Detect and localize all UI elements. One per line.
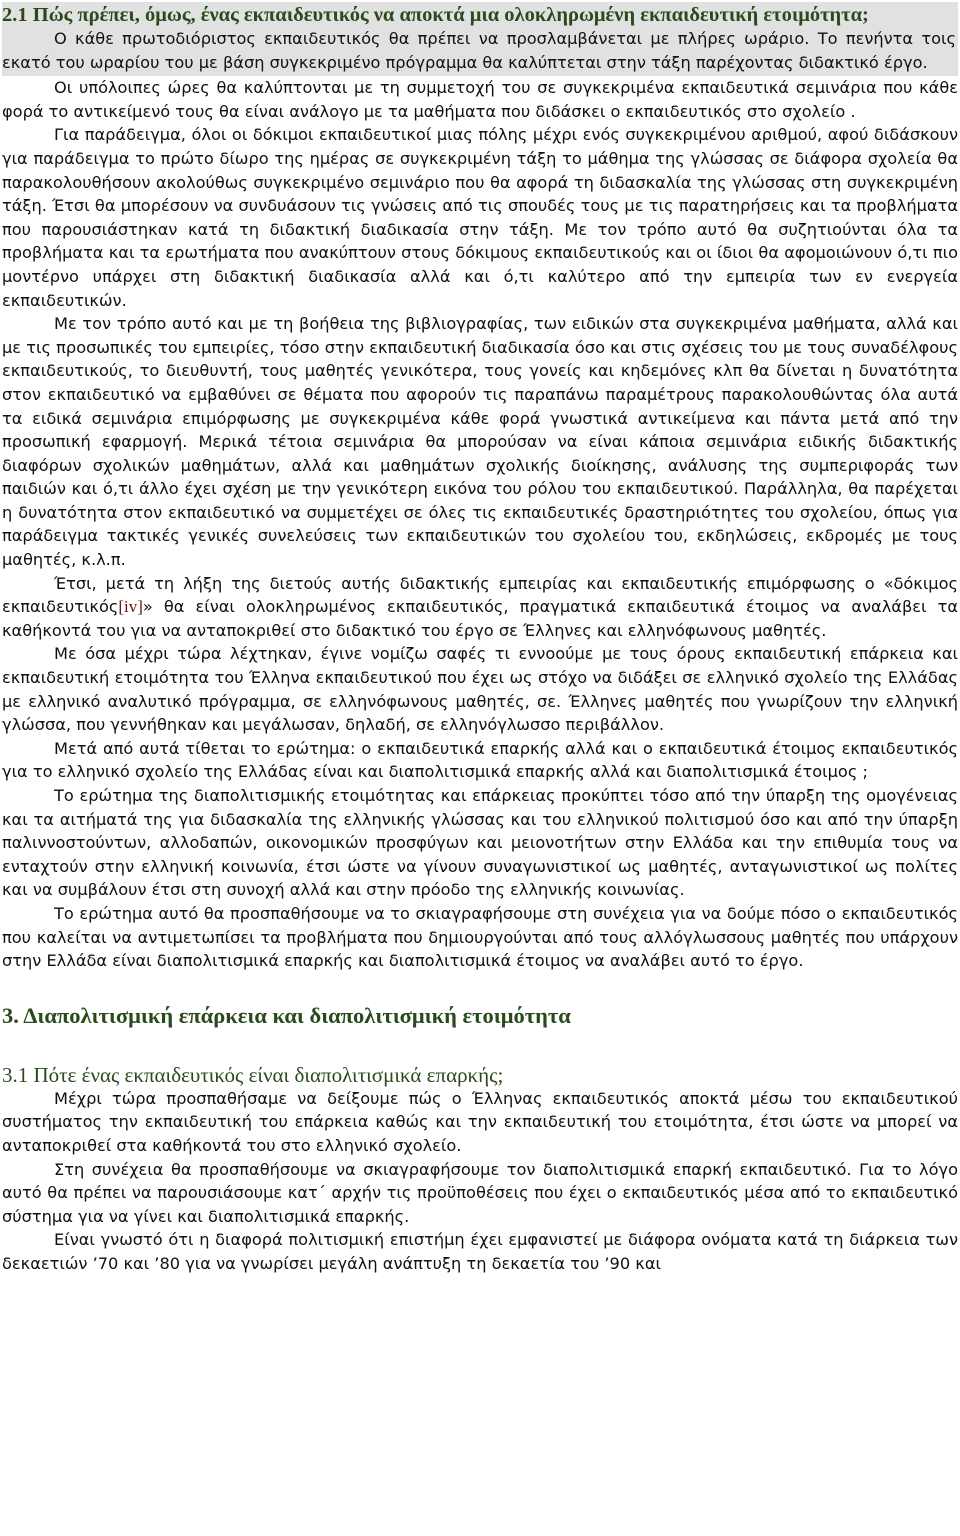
document-page xyxy=(2,0,958,1276)
paragraph-text-before: Έτσι, μετά τη λήξη της διετούς αυτής διδακτικής εμπειρίας και εκπαιδευτικής επιμόρφωσης ο «δόκιμος εκπαιδευτικός xyxy=(2,573,958,617)
section-2-1-heading: 2.1 Πώς πρέπει, όμως, ένας εκπαιδευτικός να αποκτά μια ολοκληρωμένη εκπαιδευτική ετοιμότητα; xyxy=(2,4,869,26)
paragraph-with-reference xyxy=(2,572,958,643)
paragraph-text-after: » θα είναι ολοκληρωμένος εκπαιδευτικός, πραγματικά εκπαιδευτικά έτοιμος να αναλάβει τα καθήκοντά του για να ανταποκριθεί στο διδακτικό του έργο σε Έλληνες και ελληνόφωνους μαθητές. xyxy=(2,597,958,640)
paragraph: Στη συνέχεια θα προσπαθήσουμε να σκιαγραφήσουμε τον διαπολιτισμικά επαρκή εκπαιδευτικό. Για το λόγο αυτό θα πρέπει να παρουσιάσουμε κατ΄ αρχήν τις προϋποθέσεις που έχει ο εκπαιδευτικός μέσα από το εκπαιδευτικό σύστημα για να γίνει και διαπολιτισμικά επαρκής. xyxy=(2,1159,958,1226)
section-3-heading: 3. Διαπολιτισμική επάρκεια και διαπολιτισμική ετοιμότητα xyxy=(2,1002,571,1028)
paragraph: Μετά από αυτά τίθεται το ερώτημα: ο εκπαιδευτικά επαρκής αλλά και ο εκπαιδευτικά έτοιμος εκπαιδευτικός για το ελληνικό σχολείο της Ελλάδας είναι και διαπολιτισμικά επαρκής αλλά και διαπολιτισμικά έτοιμος ; xyxy=(2,738,958,782)
paragraph: Με όσα μέχρι τώρα λέχτηκαν, έγινε νομίζω σαφές τι εννοούμε με τους όρους εκπαιδευτική επάρκεια και εκπαιδευτική ετοιμότητα του Έλληνα εκπαιδευτικού που έχει ως στόχο να διδάξει σε ελληνικό σχολείο της Ελλάδας με ελληνικό αναλυτικό πρόγραμμα, σε ελληνόφωνους μαθητές, σε. Έλληνες μαθητές που γνωρίζουν την ελληνική γλώσσα, που γεννήθηκαν και μεγάλωσαν, δηλαδή, σε ελληνόγλωσσο περιβάλλον. xyxy=(2,644,958,735)
section-2-1-intro: Ο κάθε πρωτοδιόριστος εκπαιδευτικός θα πρέπει να προσλαμβάνεται με πλήρες ωράριο. Το πενήντα τοις εκατό του ωραρίου του με βάση συγκεκριμένο πρόγραμμα θα καλύπτεται στην τάξη παρέχοντας διδακτικό έργο. xyxy=(2,29,956,72)
paragraph: Οι υπόλοιπες ώρες θα καλύπτονται με τη συμμετοχή του σε συγκεκριμένα εκπαιδευτικά σεμινάρια που κάθε φορά το αντικείμενό τους θα είναι ανάλογο με τα μαθήματα που διδάσκει ο εκπαιδευτικός στο σχολείο . xyxy=(2,78,958,121)
paragraph: Με τον τρόπο αυτό και με τη βοήθεια της βιβλιογραφίας, των ειδικών στα συγκεκριμένα μαθήματα, αλλά και με τις προσωπικές του εμπειρίες, τόσο στην εκπαιδευτική διαδικασία όσο και στις σχέσεις του με τους συναδέλφους εκπαιδευτικούς, το διευθυντή, τους μαθητές γενικότερα, τους γονείς και κηδεμόνες κλπ θα δίνεται η δυνατότητα στον εκπαιδευτικό να εμβαθύνει σε θέματα που αφορούν τις παραπάνω παραμέτρους παρακολουθώντας όλα αυτά τα ειδικά σεμινάρια επιμόρφωσης με συγκεκριμένα κάθε φορά γνωστικά αντικείμενα και πάντα μετά από την προσωπική εφαρμογή. Μερικά τέτοια σεμινάρια θα μπορούσαν να είναι κάποια σεμινάρια ειδικής διδακτικής διαφόρων σχολικών μαθημάτων, αλλά και μαθημάτων σχολικής διοίκησης, ανάλυσης της συμπεριφοράς των παιδιών και ό,τι άλλο έχει σχέση με την γενικότερη εικόνα του ρόλου του εκπαιδευτικού. Παράλληλα, θα παρέχεται η δυνατότητα στον εκπαιδευτικό να συμμετέχει σε όλες τις εκπαιδευτικές δραστηριότητες του σχολείου, όπως για παράδειγμα τακτικές γενικές συνελεύσεις των εκπαιδευτικών του σχολείου του, εκδηλώσεις, εκδρομές με τους μαθητές, κ.λ.π. xyxy=(2,314,958,570)
paragraph: Το ερώτημα αυτό θα προσπαθήσουμε να το σκιαγραφήσουμε στη συνέχεια για να δούμε πόσο ο εκπαιδευτικός που καλείται να αντιμετωπίσει τα προβλήματα που δημιουργούνται από τους αλλόγλωσσους μαθητές που υπάρχουν στην Ελλάδα είναι διαπολιτισμικά επαρκής και διαπολιτισμικά έτοιμος να αναλάβει αυτό το έργο. xyxy=(2,903,958,971)
paragraph: Μέχρι τώρα προσπαθήσαμε να δείξουμε πώς ο Έλληνας εκπαιδευτικός αποκτά μέσω του εκπαιδευτικού συστήματος την εκπαιδευτική του επάρκεια καθώς και την εκπαιδευτική του ετοιμότητα, έτσι ώστε να μπορεί να ανταποκριθεί στα καθήκοντά του στο ελληνικό σχολείο. xyxy=(2,1088,958,1155)
section-2-1-box xyxy=(2,2,958,76)
section-3-1-heading: 3.1 Πότε ένας εκπαιδευτικός είναι διαπολιτισμικά επαρκής; xyxy=(2,1062,504,1087)
paragraph: Είναι γνωστό ότι η διαφορά πολιτισμική επιστήμη έχει εμφανιστεί με διάφορα ονόματα κατά τη διάρκεια των δεκαετιών ’70 και ’80 για να γνωρίσει μεγάλη ανάπτυξη τη δεκαετία του ’90 και xyxy=(2,1230,958,1273)
paragraph: Το ερώτημα της διαπολιτισμικής ετοιμότητας και επάρκειας προκύπτει τόσο από την ύπαρξη της ομογένειας και τα αιτήματά της για διδασκαλία της ελληνικής γλώσσας και του ελληνικού πολιτισμού όσο και από την ύπαρξη παλιννοστούντων, αλλοδαπών, οικονομικών προσφύγων και μειονοτήτων στην Ελλάδα και την επιθυμία τους να ενταχτούν στην ελληνική κοινωνία, έτσι ώστε να γίνουν συναγωνιστικοί ως μαθητές, ανταγωνιστικοί ως πολίτες και να συμβάλουν έτσι στη συνοχή αλλά και στην πρόοδο της ελληνικής κοινωνίας. xyxy=(2,786,958,900)
footnote-reference-link[interactable]: [iv] xyxy=(118,597,143,617)
paragraph: Για παράδειγμα, όλοι οι δόκιμοι εκπαιδευτικοί μιας πόλης μέχρι ενός συγκεκριμένου αριθμού, αφού διδάσκουν για παράδειγμα το πρώτο δίωρο της ημέρας σε συγκεκριμένη τάξη το μάθημα της γλώσσας σε διάφορα σχολεία θα παρακολουθήσουν ακολούθως συγκεκριμένο σεμινάριο που θα αφορά τη διδασκαλία της γλώσσας στη συγκεκριμένη τάξη. Έτσι θα μπορέσουν να συνδυάσουν τις γνώσεις από τις σπουδές τους με τις παρατηρήσεις και τα προβλήματα που παρουσιάστηκαν κατά τη διδακτική διαδικασία στην τάξη. Με τον τρόπο αυτό θα συζητιούνται όλα τα προβλήματα και τα ερωτήματα που ανακύπτουν στους δόκιμους εκπαιδευτικούς και οι ίδιοι θα αφομοιώνουν ό,τι πιο μοντέρνο υπάρχει στη διδακτική διαδικασία αλλά και ό,τι καλύτερο από την εμπειρία των εν ενεργεία εκπαιδευτικών. xyxy=(2,125,958,310)
